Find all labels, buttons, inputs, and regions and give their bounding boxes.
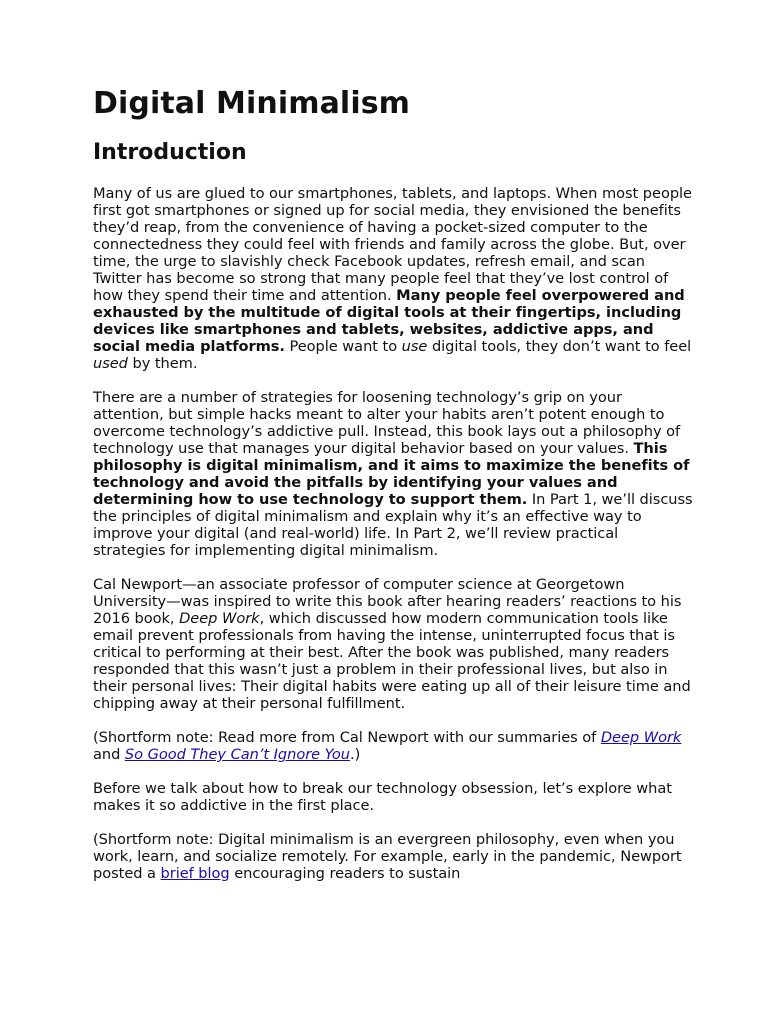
- text-run: Many of us are glued to our smartphones, tablets, and laptops. When most people first got smartphones or signed up for social media, they envisioned the benefits they’d reap, from the convenience of having a pocket-sized computer to the connectedness they could feel with friends and family across the globe. But, over time, the urge to slavishly check Facebook updates, refresh email, and scan Twitter has become so strong that many people feel that they’ve lost control of how they spend their time and attention.: [93, 185, 692, 304]
- text-run: People want to: [284, 338, 402, 355]
- text-run: In Part 1, we’ll discuss the principles of digital minimalism and explain why it’s an effective way to improve your digital (and real-world) life. In Part 2, we’ll review practical strategies for implementing digital minimalism.: [93, 491, 693, 559]
- document-page: [93, 84, 693, 882]
- text-run: by them.: [127, 355, 198, 372]
- paragraph-shortform-note-2: [93, 831, 693, 882]
- paragraph-author: [93, 576, 693, 712]
- text-run: and: [93, 746, 125, 763]
- section-heading: Introduction: [93, 140, 247, 165]
- text-run: Before we talk about how to break our technology obsession, let’s explore what makes it so addictive in the first place.: [93, 780, 672, 814]
- italic-run: Deep Work: [179, 610, 260, 627]
- text-run: digital tools, they don’t want to feel: [427, 338, 692, 355]
- page-title: Digital Minimalism: [93, 86, 411, 121]
- paragraph-strategies: [93, 389, 693, 559]
- paragraph-intro: [93, 185, 693, 372]
- text-run: (Shortform note: Digital minimalism is an evergreen philosophy, even when you work, learn, and socialize remotely. For example, early in the pandemic, Newport posted a: [93, 831, 682, 882]
- text-run: Cal Newport—an associate professor of computer science at Georgetown University—was inspired to write this book after hearing readers’ reactions to his 2016 book,: [93, 576, 682, 627]
- bold-run: Many people feel overpowered and exhausted by the multitude of digital tools at their fingertips, including devices like smartphones and tablets, websites, addictive apps, and social media platforms.: [93, 287, 685, 355]
- link-text: Deep Work: [600, 729, 682, 746]
- paragraph-shortform-note-1: [93, 729, 693, 763]
- bold-run: This philosophy is digital minimalism, and it aims to maximize the benefits of technology and avoid the pitfalls by identifying your values and determining how to use technology to support them.: [93, 440, 690, 508]
- link-text: So Good They Can’t Ignore You: [124, 746, 351, 763]
- brief-blog-link[interactable]: brief blog: [160, 865, 230, 882]
- so-good-link[interactable]: [125, 746, 350, 763]
- text-run: (Shortform note: Read more from Cal Newport with our summaries of: [93, 729, 601, 746]
- paragraph-transition: [93, 780, 693, 814]
- italic-run: use: [401, 338, 428, 355]
- text-run: There are a number of strategies for loosening technology’s grip on your attention, but simple hacks meant to alter your habits aren’t potent enough to overcome technology’s addictive pull. Instead, this book lays out a philosophy of technology use that manages your digital behavior based on your values.: [93, 389, 681, 457]
- text-run: , which discussed how modern communication tools like email prevent professionals from having the intense, uninterrupted focus that is critical to performing at their best. After the book was published, many readers responded that this wasn’t just a problem in their professional lives, but also in their personal lives: Their digital habits were eating up all of their leisure time and chipping away at their personal fulfillment.: [93, 610, 691, 712]
- italic-run: used: [93, 355, 128, 372]
- text-run: .): [350, 746, 361, 763]
- text-run: encouraging readers to sustain: [229, 865, 461, 882]
- deep-work-link[interactable]: [601, 729, 681, 746]
